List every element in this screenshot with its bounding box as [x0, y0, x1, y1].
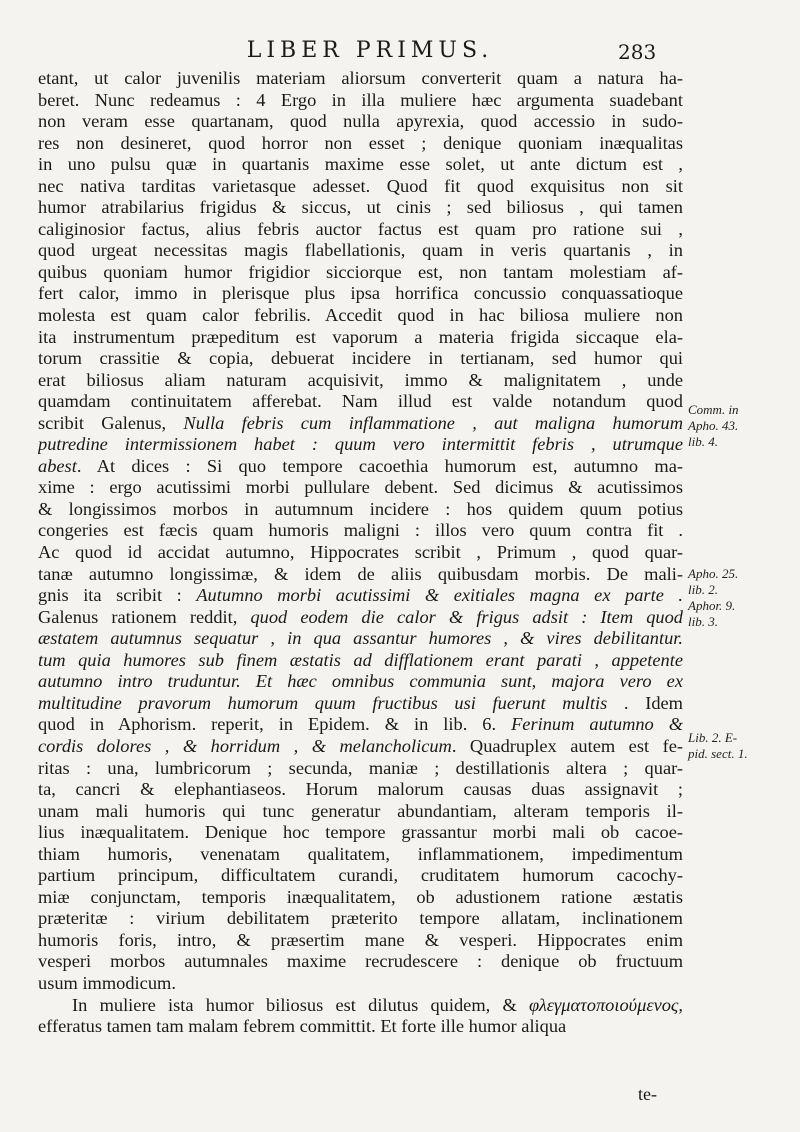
roman-text: caliginosior factus, alius febris auctor factus est quam pro ratione sui , [38, 218, 683, 239]
text-line [38, 822, 683, 844]
text-line [38, 908, 683, 930]
text-line [38, 370, 683, 392]
italic-quote: multitudine pravorum humorum quum fructibus usi fuerunt multis [38, 692, 608, 713]
text-line [38, 283, 683, 305]
text-line [38, 219, 683, 241]
italic-quote: Autumno morbi acutissimi & exitiales magna ex parte . [196, 585, 683, 606]
roman-text: ta, cancri & elephantiaseos. Horum malorum causas duas assignavit ; [38, 779, 683, 800]
roman-text: partium principum, difficultatem curandi, cruditatem humorum cacochy- [38, 865, 683, 886]
text-line [38, 240, 683, 262]
text-line [38, 542, 683, 564]
roman-text: quamdam continuitatem afferebat. Nam illud est valde notandum quod [38, 391, 683, 412]
roman-text: Ac quod id accidat autumno, Hippocrates scribit , Primum , quod quar- [38, 542, 683, 563]
roman-text: erat biliosus aliam naturam acquisivit, immo & malignitatem , unde [38, 369, 683, 390]
text-line [38, 779, 683, 801]
roman-text: torum crassitie & copia, debuerat incidere in tertianam, sed humor qui [38, 348, 683, 369]
text-line [38, 930, 683, 952]
text-line [38, 413, 683, 435]
roman-text: præteritæ : virium debilitatem præterito tempore allatam, inclinationem [38, 908, 683, 929]
text-line [38, 348, 683, 370]
text-line [38, 520, 683, 542]
roman-text: scribit Galenus, [38, 412, 184, 433]
margin-note: Lib. 2. E- pid. sect. 1. [688, 730, 748, 761]
text-line [38, 801, 683, 823]
text-line [38, 973, 683, 995]
text-line [38, 133, 683, 155]
roman-text: gnis ita scribit : [38, 585, 197, 606]
text-line [38, 564, 683, 586]
margin-note: Apho. 25. lib. 2. Aphor. 9. lib. 3. [688, 566, 739, 629]
text-line [38, 736, 683, 758]
text-line [38, 197, 683, 219]
roman-text: thiam humoris, venenatam qualitatem, inflammationem, impedimentum [38, 843, 683, 864]
page-number: 283 [618, 40, 657, 64]
roman-text: quod in Aphorism. reperit, in Epidem. & in lib. 6. [38, 714, 512, 735]
text-line [38, 477, 683, 499]
roman-text: etant, ut calor juvenilis materiam aliorsum converterit quam a natura ha- [38, 68, 683, 88]
italic-quote: æstatem autumnus sequatur , in qua assantur humores , & vires debilitantur. [38, 628, 683, 649]
text-line [38, 650, 683, 672]
catchword: te- [638, 1084, 657, 1104]
roman-text: . At dices : Si quo tempore cacoethia humorum est, autumno ma- [76, 455, 683, 476]
text-line [38, 305, 683, 327]
italic-quote: autumno intro truduntur. Et hæc omnibus communia sunt, majora vero ex [38, 671, 683, 692]
text-line [38, 90, 683, 112]
roman-text: res non desineret, quod horror non esset ; denique quoniam inæqualitas [38, 132, 683, 153]
roman-text: ritas : una, lumbricorum ; secunda, maniæ ; destillationis altera ; quar- [38, 757, 683, 778]
text-line [38, 176, 683, 198]
text-line [38, 111, 683, 133]
text-line [38, 628, 683, 650]
roman-text: & longissimos morbos in autumnum incidere : hos quidem quum potius [38, 498, 683, 519]
text-line [38, 585, 683, 607]
text-line [38, 499, 683, 521]
text-line [38, 391, 683, 413]
roman-text: quod urgeat necessitas magis flabellationis, quam in veris quartanis , in [38, 240, 683, 261]
italic-quote: Nulla febris cum inflammatione , aut maligna humorum [183, 412, 683, 433]
roman-text: . Quadruplex autem est fe- [451, 735, 683, 756]
roman-text: molesta est quam calor febrilis. Accedit quod in hac biliosa muliere non [38, 305, 683, 326]
roman-text: congeries est fæcis quam humoris maligni : illos vero quum contra fit . [38, 520, 683, 541]
roman-text: beret. Nunc redeamus : 4 Ergo in illa muliere hæc argumenta suadebant [38, 89, 683, 110]
italic-quote: cordis dolores , & horridum , & melancholicum [38, 735, 452, 756]
text-line [38, 887, 683, 909]
roman-text: vesperi morbos autumnales maxime recrudescere : denique ob fructuum [38, 951, 683, 972]
italic-quote: φλεγματοποιούμενος, [529, 994, 683, 1015]
roman-text: tanæ autumno longissimæ, & idem de aliis quibusdam morbis. De mali- [38, 563, 683, 584]
text-line [38, 607, 683, 629]
text-line [38, 434, 683, 456]
italic-quote: tum quia humores sub finem æstatis ad difflationem erant parati , appetente [38, 649, 683, 670]
text-line [38, 456, 683, 478]
roman-text: Galenus rationem reddit, [38, 606, 251, 627]
running-head: LIBER PRIMUS. [246, 38, 494, 63]
roman-text: non veram esse quartanam, quod nulla apyrexia, quod accessio in sudo- [38, 111, 683, 132]
roman-text: miæ conjunctam, temporis inæqualitatem, ob adustionem ratione æstatis [38, 886, 683, 907]
text-line [38, 671, 683, 693]
roman-text: In muliere ista humor biliosus est dilutus quidem, & [72, 994, 530, 1015]
roman-text: fert calor, immo in plerisque plus ipsa horrifica concussio conquassatioque [38, 283, 683, 304]
text-line [38, 714, 683, 736]
italic-quote: quod eodem die calor & frigus adsit : Item quod [250, 606, 683, 627]
roman-text: in uno pulsu quæ in quartanis maxime esse solet, ut ante dictum est , [38, 154, 683, 175]
roman-text: humoris foris, intro, & præsertim mane & vesperi. Hippocrates enim [38, 929, 683, 950]
text-line [38, 327, 683, 349]
text-line [38, 865, 683, 887]
text-line [38, 951, 683, 973]
roman-text: efferatus tamen tam malam febrem committit. Et forte ille humor aliqua [38, 1016, 567, 1037]
margin-note: Comm. in Apho. 43. lib. 4. [688, 402, 739, 449]
italic-quote: putredine intermissionem habet : quum vero intermittit febris , utrumque [38, 434, 683, 455]
body-text [38, 68, 683, 1038]
roman-text: xime : ergo acutissimi morbi pullulare debent. Sed dicimus & acutissimos [38, 477, 683, 498]
text-line [38, 262, 683, 284]
text-line [38, 844, 683, 866]
text-line [38, 995, 683, 1017]
roman-text: quibus quoniam humor frigidior sicciorque est, non tantam molestiam af- [38, 261, 683, 282]
roman-text: ita instrumentum præpeditum est vaporum a materia frigida siccaque ela- [38, 326, 683, 347]
text-line [38, 1016, 683, 1038]
text-line [38, 758, 683, 780]
roman-text: lius inæqualitatem. Denique hoc tempore grassantur morbi mali ob cacoe- [38, 822, 683, 843]
text-line [38, 693, 683, 715]
roman-text: usum immodicum. [38, 972, 176, 993]
roman-text: unam mali humoris qui tunc generatur abundantiam, alteram temporis il- [38, 800, 683, 821]
italic-quote: Ferinum autumno & [511, 714, 683, 735]
text-line [38, 68, 683, 90]
roman-text: nec nativa tarditas varietasque adesset. Quod fit quod exquisitus non sit [38, 175, 683, 196]
text-line [38, 154, 683, 176]
roman-text: humor atrabilarius frigidus & siccus, ut cinis ; sed biliosus , qui tamen [38, 197, 683, 218]
roman-text: . Idem [607, 692, 683, 713]
italic-quote: abest [38, 455, 77, 476]
